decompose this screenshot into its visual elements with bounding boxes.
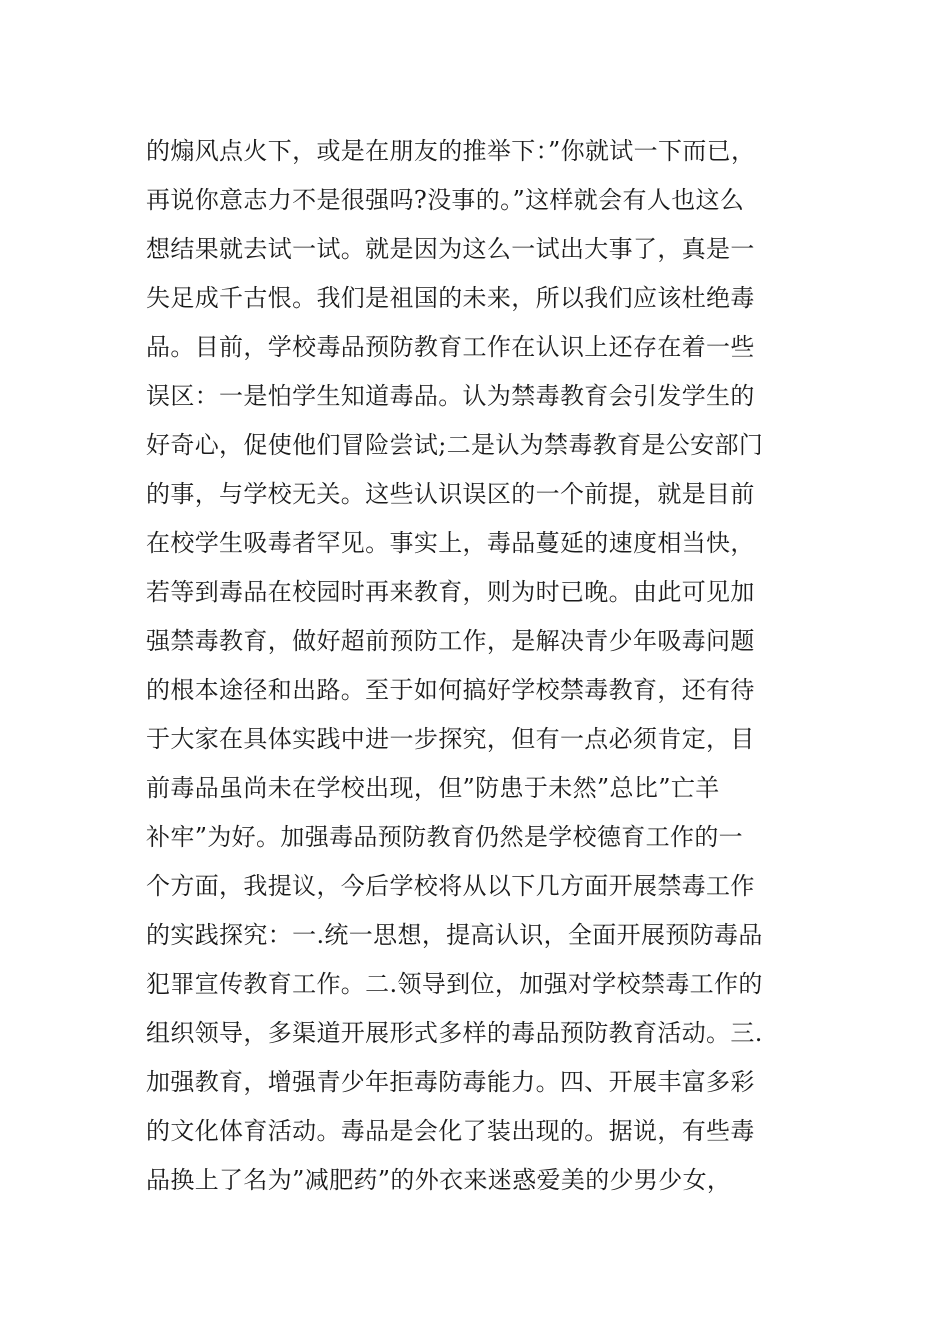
text-line-3: 想结果就去试一试。就是因为这么一试出大事了，真是一: [146, 235, 755, 263]
body-text: [146, 127, 846, 1205]
text-line-5: 品。目前，学校毒品预防教育工作在认识上还存在着一些: [146, 333, 755, 361]
text-line-18: 犯罪宣传教育工作。二.领导到位，加强对学校禁毒工作的: [146, 970, 763, 998]
text-line-9: 在校学生吸毒者罕见。事实上，毒品蔓延的速度相当快，: [146, 529, 755, 557]
text-line-8: 的事，与学校无关。这些认识误区的一个前提，就是目前: [146, 480, 755, 508]
text-line-13: 于大家在具体实践中进一步探究，但有一点必须肯定，目: [146, 725, 755, 753]
text-line-16: 个方面，我提议，今后学校将从以下几方面开展禁毒工作: [146, 872, 755, 900]
text-line-4: 失足成千古恨。我们是祖国的未来，所以我们应该杜绝毒: [146, 284, 755, 312]
text-line-11: 强禁毒教育，做好超前预防工作，是解决青少年吸毒问题: [146, 627, 755, 655]
text-line-1: 的煽风点火下，或是在朋友的推举下：”你就试一下而已，: [146, 137, 756, 165]
text-line-17: 的实践探究：一.统一思想，提高认识，全面开展预防毒品: [146, 921, 763, 949]
text-line-6: 误区：一是怕学生知道毒品。认为禁毒教育会引发学生的: [146, 382, 755, 410]
text-line-10: 若等到毒品在校园时再来教育，则为时已晚。由此可见加: [146, 578, 755, 606]
text-line-2: 再说你意志力不是很强吗?没事的。”这样就会有人也这么: [146, 186, 745, 214]
text-line-12: 的根本途径和出路。至于如何搞好学校禁毒教育，还有待: [146, 676, 755, 704]
text-line-7: 好奇心，促使他们冒险尝试;二是认为禁毒教育是公安部门: [146, 431, 764, 459]
text-line-15: 补牢”为好。加强毒品预防教育仍然是学校德育工作的一: [146, 823, 744, 851]
text-line-19: 组织领导，多渠道开展形式多样的毒品预防教育活动。三.: [146, 1019, 763, 1047]
text-line-22: 品换上了名为”减肥药”的外衣来迷惑爱美的少男少女，: [146, 1166, 732, 1194]
text-line-20: 加强教育，增强青少年拒毒防毒能力。四、开展丰富多彩: [146, 1068, 755, 1096]
text-line-14: 前毒品虽尚未在学校出现，但”防患于未然”总比”亡羊: [146, 774, 720, 802]
text-line-21: 的文化体育活动。毒品是会化了装出现的。据说，有些毒: [146, 1117, 755, 1145]
